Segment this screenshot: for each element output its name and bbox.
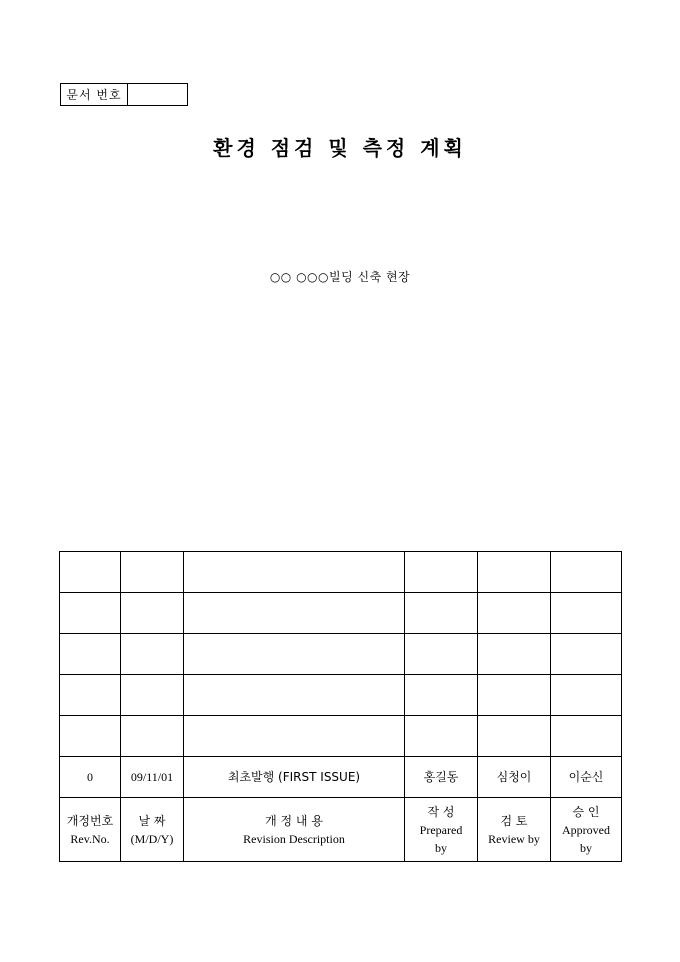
header-rev-no: [60, 798, 121, 862]
table-cell: [60, 634, 121, 675]
table-cell: [405, 716, 478, 757]
table-row: [60, 634, 622, 675]
table-cell: [551, 716, 622, 757]
table-cell: [551, 675, 622, 716]
table-cell: [60, 716, 121, 757]
table-row: [60, 757, 622, 798]
approved-by-cell: 이순신: [551, 757, 622, 798]
table-cell: [184, 593, 405, 634]
header-prep-en1: Prepared: [419, 822, 463, 837]
header-prep-en2: by: [435, 840, 447, 855]
header-review-ko: 검 토: [500, 813, 528, 828]
table-cell: [60, 552, 121, 593]
header-rev-ko: 개정번호: [66, 813, 114, 828]
table-cell: [405, 593, 478, 634]
table-cell: [551, 634, 622, 675]
table-cell: [184, 552, 405, 593]
site-name: ○○ ○○○빌딩 신축 현장: [269, 270, 411, 284]
table-cell: [121, 552, 184, 593]
table-cell: [121, 593, 184, 634]
table-cell: [184, 675, 405, 716]
document-title: 환경 점검 및 측정 계획: [213, 136, 467, 160]
header-date: [121, 798, 184, 862]
header-desc-en: Revision Description: [243, 831, 345, 846]
header-date-en: (M/D/Y): [130, 831, 174, 846]
header-rev-en: Rev.No.: [70, 831, 110, 846]
header-desc-ko: 개 정 내 용: [265, 813, 323, 828]
header-prepared: [405, 798, 478, 862]
document-number-value: [128, 84, 187, 105]
table-cell: [478, 675, 551, 716]
table-cell: [405, 675, 478, 716]
table-row: [60, 552, 622, 593]
table-cell: [551, 593, 622, 634]
table-cell: [121, 675, 184, 716]
header-review-en: Review by: [488, 831, 540, 846]
revision-table: [59, 551, 622, 862]
header-description: [184, 798, 405, 862]
table-cell: [478, 634, 551, 675]
table-cell: [478, 593, 551, 634]
table-cell: [478, 552, 551, 593]
table-cell: [478, 716, 551, 757]
table-header-row: [60, 798, 622, 862]
table-row: [60, 716, 622, 757]
table-cell: [184, 716, 405, 757]
header-approve-ko: 승 인: [572, 804, 600, 819]
document-number-box: [60, 83, 188, 106]
header-approved: [551, 798, 622, 862]
rev-number-cell: 0: [60, 757, 121, 798]
prepared-by-cell: 홍길동: [405, 757, 478, 798]
table-row: [60, 593, 622, 634]
date-cell: 09/11/01: [121, 757, 184, 798]
table-cell: [121, 716, 184, 757]
table-cell: [405, 634, 478, 675]
header-approve-en1: Approved: [562, 822, 610, 837]
description-cell: 최초발행 (FIRST ISSUE): [184, 757, 405, 798]
document-number-label: 문서 번호: [61, 84, 128, 105]
table-row: [60, 675, 622, 716]
reviewed-by-cell: 심청이: [478, 757, 551, 798]
table-cell: [121, 634, 184, 675]
table-cell: [405, 552, 478, 593]
table-cell: [551, 552, 622, 593]
table-cell: [60, 675, 121, 716]
header-prep-ko: 작 성: [427, 804, 455, 819]
table-cell: [184, 634, 405, 675]
header-approve-en2: by: [580, 840, 592, 855]
table-cell: [60, 593, 121, 634]
header-review: [478, 798, 551, 862]
header-date-ko: 날 짜: [138, 813, 166, 828]
